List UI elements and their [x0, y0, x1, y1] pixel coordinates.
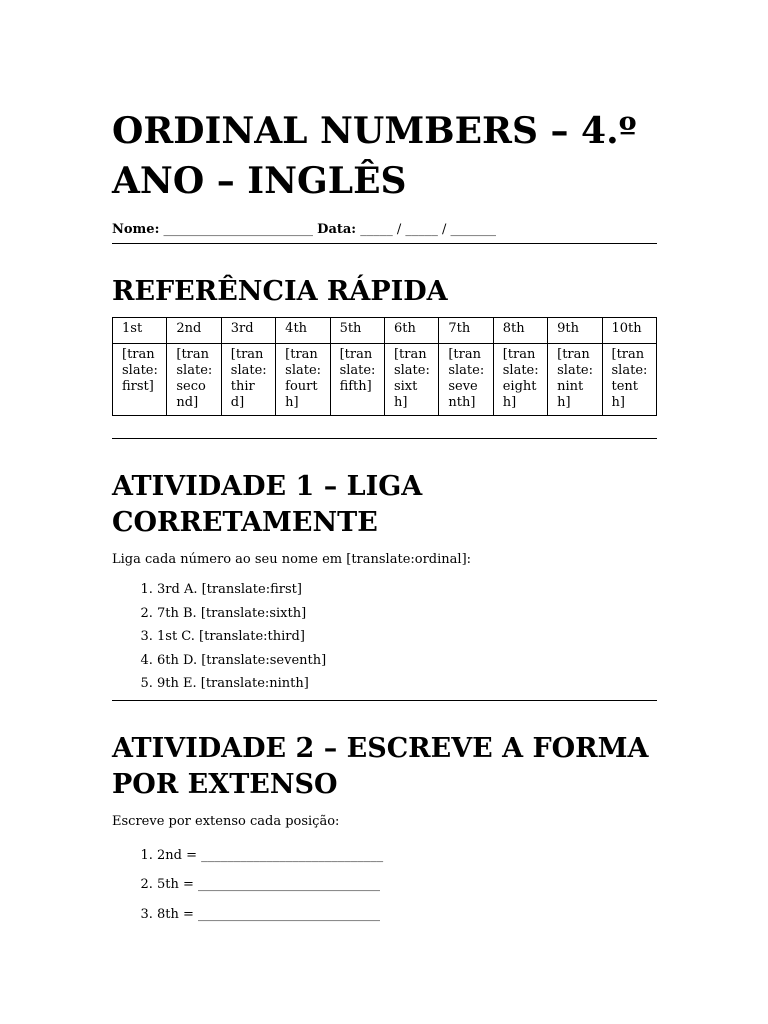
worksheet-content — [112, 106, 657, 929]
list-item: 1. 2nd = ____________________________ — [157, 841, 657, 871]
table-cell: 5th — [330, 318, 384, 344]
table-cell: 10th — [602, 318, 656, 344]
date-label: Data: — [317, 222, 357, 237]
divider — [112, 438, 657, 439]
name-blank: _______________________ — [163, 222, 314, 237]
activity2-instruction: Escreve por extenso cada posição: — [112, 813, 340, 829]
table-cell: [translate:ninth] — [548, 344, 602, 416]
date-blank: _____ / _____ / _______ — [360, 222, 497, 237]
table-row — [113, 344, 657, 416]
divider — [112, 243, 657, 244]
list-item: 2. 7th B. [translate:sixth] — [157, 602, 657, 626]
activity1-instruction: Liga cada número ao seu nome em [translate:ordinal]: — [112, 552, 472, 567]
list-item: 4. 6th D. [translate:seventh] — [157, 649, 657, 673]
table-cell: [translate:sixth] — [384, 344, 438, 416]
table-cell: [translate:eighth] — [493, 344, 547, 416]
table-cell: [translate:first] — [113, 344, 167, 416]
name-label: Nome: — [112, 222, 160, 237]
table-cell: [translate:tenth] — [602, 344, 656, 416]
table-cell: 4th — [276, 318, 330, 344]
table-cell: 1st — [113, 318, 167, 344]
table-cell: 7th — [439, 318, 493, 344]
table-cell: [translate:second] — [167, 344, 221, 416]
list-item: 2. 5th = ____________________________ — [157, 870, 657, 900]
activity2-heading: ATIVIDADE 2 – ESCREVE A FORMA POR EXTENSO — [112, 732, 649, 800]
table-cell: 6th — [384, 318, 438, 344]
activity2-list — [112, 841, 657, 930]
list-item: 3. 1st C. [translate:third] — [157, 625, 657, 649]
list-item: 1. 3rd A. [translate:first] — [157, 578, 657, 602]
table-cell: 3rd — [221, 318, 275, 344]
ordinal-reference-table — [112, 317, 657, 416]
table-row — [113, 318, 657, 344]
list-item: 3. 8th = ____________________________ — [157, 900, 657, 930]
table-cell: [translate:third] — [221, 344, 275, 416]
student-info-line — [112, 221, 657, 239]
table-cell: [translate:fifth] — [330, 344, 384, 416]
activity1-list — [112, 578, 657, 696]
table-cell: [translate:seventh] — [439, 344, 493, 416]
page-title: ORDINAL NUMBERS – 4.º ANO – INGLÊS — [112, 110, 637, 202]
table-cell: 8th — [493, 318, 547, 344]
activity1-heading: ATIVIDADE 1 – LIGA CORRETAMENTE — [112, 471, 423, 538]
table-cell: 9th — [548, 318, 602, 344]
reference-heading: REFERÊNCIA RÁPIDA — [112, 276, 448, 307]
table-cell: 2nd — [167, 318, 221, 344]
list-item: 5. 9th E. [translate:ninth] — [157, 672, 657, 696]
divider — [112, 700, 657, 701]
table-cell: [translate:fourth] — [276, 344, 330, 416]
